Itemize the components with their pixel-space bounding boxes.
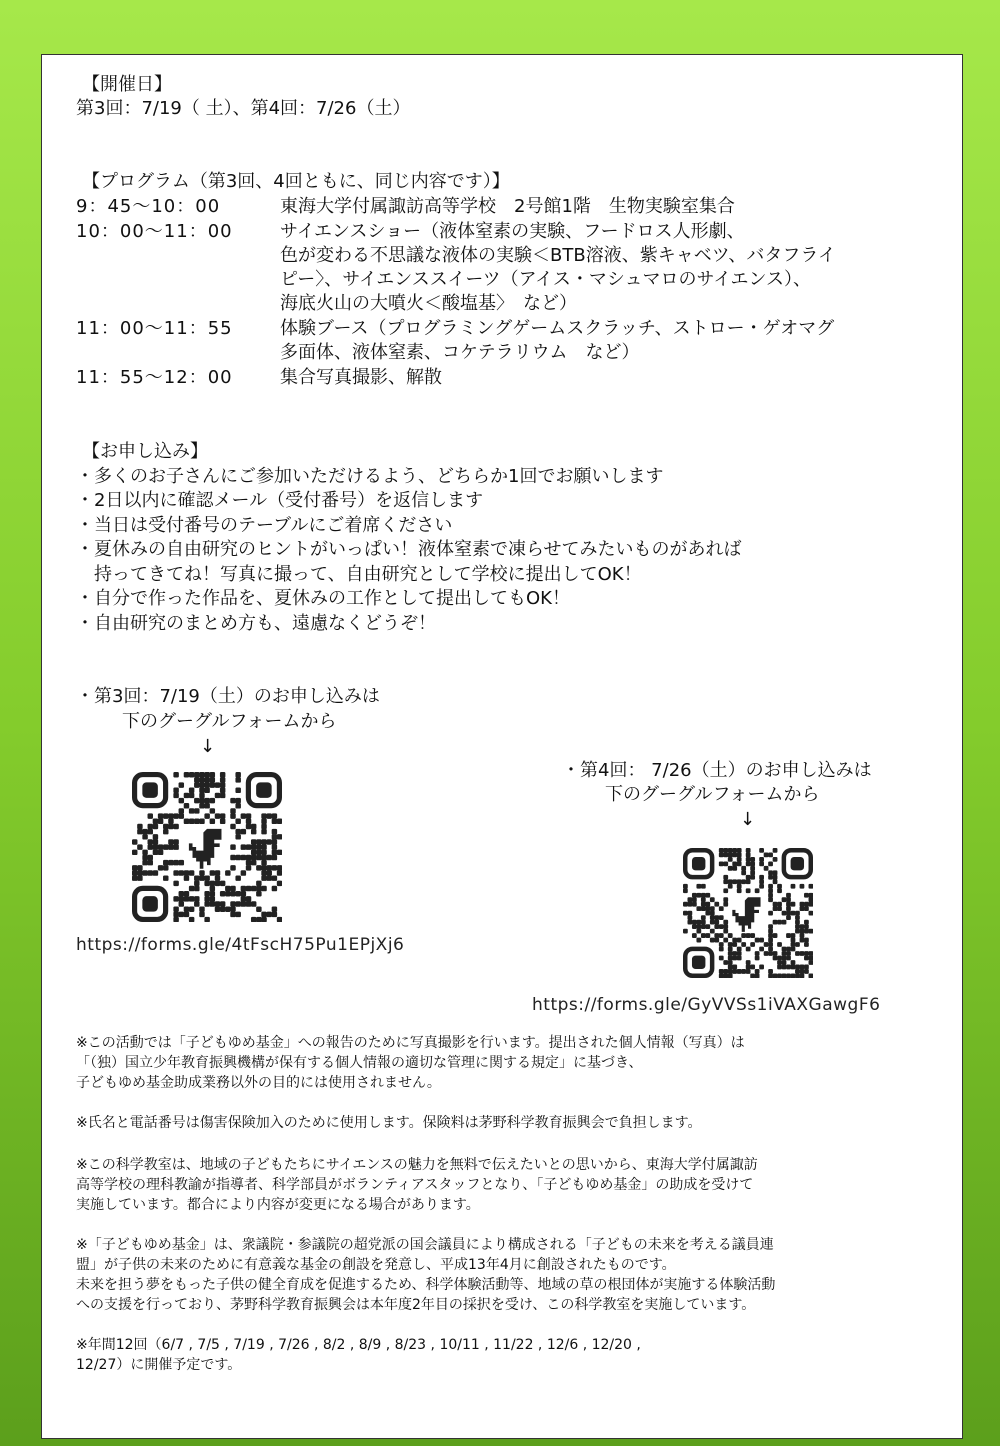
note-4a: ※「子どもゆめ基金」は、衆議院・参議院の超党派の国会議員により構成される「子どもの未来を考える議員連 xyxy=(76,1237,774,1253)
apply-item-5: 持ってきてね！写真に撮って、自由研究として学校に提出してOK！ xyxy=(76,564,642,585)
program-time-3: 11：00〜11：55 xyxy=(76,318,233,339)
flyer-page xyxy=(41,54,963,1439)
qr-finder-marker xyxy=(135,888,166,919)
apply-item-4: ・夏休みの自由研究のヒントがいっぱい！液体窒素で凍らせてみたいものがあれば xyxy=(76,539,742,560)
apply-item-3: ・当日は受付番号のテーブルにご着席ください xyxy=(76,515,453,536)
program-heading: 【プログラム（第3回、4回ともに、同じ内容です）】 xyxy=(82,171,510,192)
note-1a: ※この活動では「子どもゆめ基金」への報告のために写真撮影を行います。提出された個人情報（写真）は xyxy=(76,1035,745,1051)
dinosaur-icon xyxy=(732,897,760,932)
program-desc-2b: 色が変わる不思議な液体の実験＜BTB溶液、紫キャベツ、バタフライ xyxy=(280,245,836,266)
apply-item-1: ・多くのお子さんにご参加いただけるよう、どちらか1回でお願いします xyxy=(76,466,664,487)
form4-arrow: ↓ xyxy=(740,809,756,830)
qr-finder-marker xyxy=(784,850,811,877)
dinosaur-icon xyxy=(189,829,222,869)
form3-line1: ・第3回：7/19（土）のお申し込みは xyxy=(76,686,380,707)
note-3c: 実施しています。都合により内容が変更になる場合があります。 xyxy=(76,1197,480,1213)
program-desc-3a: 体験ブース（プログラミングゲームスクラッチ、ストロー・ゲオマグ xyxy=(280,318,835,339)
apply-item-6: ・自分で作った作品を、夏休みの工作として提出してもOK！ xyxy=(76,588,570,609)
form3-qr-code[interactable] xyxy=(132,772,282,922)
note-4c: 未来を担う夢をもった子供の健全育成を促進するため、科学体験活動等、地域の草の根団体が実施する体験活動 xyxy=(76,1277,776,1293)
apply-item-2: ・2日以内に確認メール（受付番号）を返信します xyxy=(76,490,484,511)
program-desc-2c: ピー〉、サイエンススイーツ（アイス・マシュマロのサイエンス）、 xyxy=(280,269,811,290)
program-time-4: 11：55〜12：00 xyxy=(76,367,233,388)
program-desc-2a: サイエンスショー（液体窒素の実験、フードロス人形劇、 xyxy=(280,221,745,242)
form3-url-link[interactable]: https://forms.gle/4tFscH75Pu1EPjXj6 xyxy=(76,935,405,955)
form4-line2: 下のグーグルフォームから xyxy=(605,784,820,805)
qr-finder-marker xyxy=(248,775,279,806)
program-desc-2d: 海底火山の大噴火＜酸塩基〉 など） xyxy=(280,293,577,314)
note-2a: ※氏名と電話番号は傷害保険加入のために使用します。保険料は茅野科学教育振興会で負担します。 xyxy=(76,1115,702,1131)
form4-line1: ・第4回： 7/26（土）のお申し込みは xyxy=(562,760,872,781)
program-time-2: 10：00〜11：00 xyxy=(76,221,233,242)
note-5b: 12/27）に開催予定です。 xyxy=(76,1357,242,1373)
program-desc-1: 東海大学付属諏訪高等学校 2号館1階 生物実験室集合 xyxy=(280,196,735,217)
note-1b: 「（独）国立少年教育振興機構が保有する個人情報の適切な管理に関する規定」に基づき、 xyxy=(76,1055,643,1071)
note-4d: への支援を行っており、茅野科学教育振興会は本年度2年目の採択を受け、この科学教室を実施しています。 xyxy=(76,1297,756,1313)
dates-line: 第3回：7/19（ 土）、第4回：7/26（土） xyxy=(76,98,411,119)
dates-heading: 【開催日】 xyxy=(82,74,172,95)
program-desc-3b: 多面体、液体窒素、コケテラリウム など） xyxy=(280,342,640,363)
note-4b: 盟」が子供の未来のために有意義な基金の創設を発意し、平成13年4月に創設されたものです。 xyxy=(76,1257,676,1273)
note-3a: ※この科学教室は、地域の子どもたちにサイエンスの魅力を無料で伝えたいとの思いから、東海大学付属諏訪 xyxy=(76,1157,758,1173)
qr-finder-marker xyxy=(685,850,712,877)
note-3b: 高等学校の理科教諭が指導者、科学部員がボランティアスタッフとなり、「子どもゆめ基金」の助成を受けて xyxy=(76,1177,754,1193)
note-1c: 子どもゆめ基金助成業務以外の目的には使用されません。 xyxy=(76,1075,441,1091)
form3-line2: 下のグーグルフォームから xyxy=(122,711,337,732)
program-time-1: 9：45〜10：00 xyxy=(76,196,221,217)
program-desc-4: 集合写真撮影、解散 xyxy=(280,367,442,388)
form4-qr-code[interactable] xyxy=(683,848,813,978)
qr-finder-marker xyxy=(135,775,166,806)
apply-item-7: ・自由研究のまとめ方も、遠慮なくどうぞ！ xyxy=(76,613,436,634)
qr-finder-marker xyxy=(685,949,712,976)
form3-arrow: ↓ xyxy=(200,736,216,757)
apply-heading: 【お申し込み】 xyxy=(82,441,208,462)
form4-url-link[interactable]: https://forms.gle/GyVVSs1iVAXGawgF6 xyxy=(532,995,881,1015)
note-5a: ※年間12回（6/7 , 7/5 , 7/19 , 7/26 , 8/2 , 8/9 , 8/23 , 10/11 , 11/22 , 12/6 , 12/20 , xyxy=(76,1337,641,1353)
